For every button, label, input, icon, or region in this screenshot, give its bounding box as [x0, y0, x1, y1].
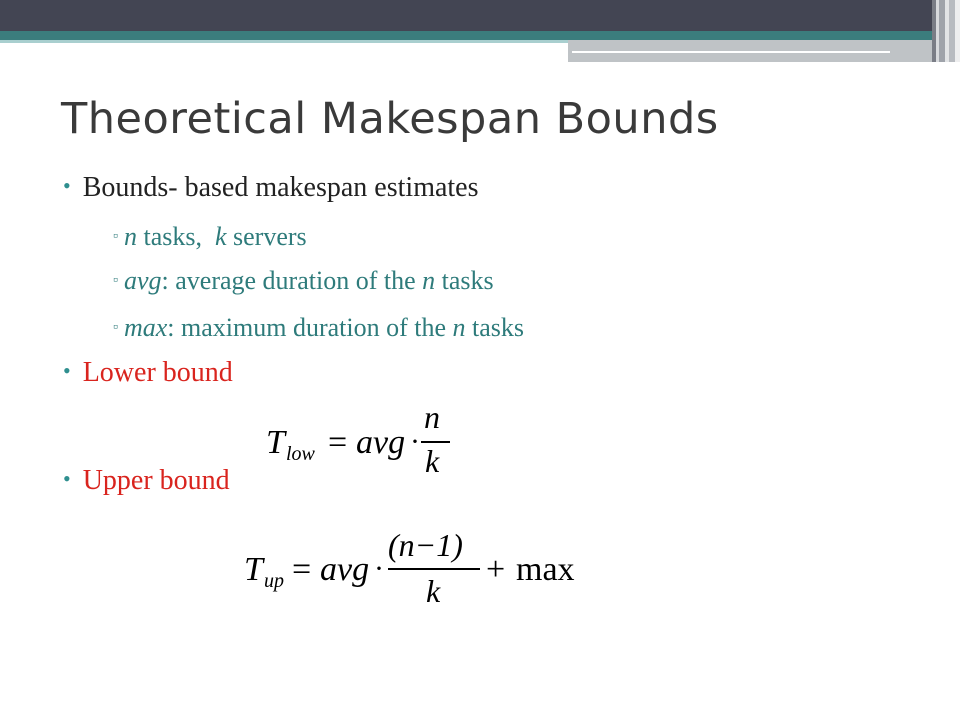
bullet-lower-bound	[63, 357, 233, 389]
header-edge-strip	[955, 0, 960, 62]
header-white-line	[572, 51, 890, 53]
bullet-text: Upper bound	[82, 465, 230, 496]
formula-avg: avg	[320, 551, 370, 588]
formula-subscript: up	[264, 570, 284, 592]
bullet-upper-bound	[63, 465, 230, 497]
slide-title: Theoretical Makespan Bounds	[61, 94, 719, 144]
formula-subscript: low	[286, 443, 315, 465]
subitem-avg	[113, 266, 494, 296]
bullet-text: Lower bound	[82, 357, 233, 388]
subitem-text: tasks	[465, 313, 525, 342]
formula-numerator: n	[424, 399, 440, 435]
subitem-text: servers	[226, 222, 307, 251]
subitem-text: tasks,	[136, 222, 215, 251]
square-bullet-icon: ▫	[113, 320, 118, 335]
bullet-estimates	[63, 172, 479, 204]
subitem-tasks-servers	[113, 222, 307, 252]
header-bar	[0, 0, 932, 31]
formula-denominator: k	[426, 573, 441, 608]
bullet-dot-icon: •	[63, 173, 71, 198]
bullet-dot-icon: •	[63, 466, 71, 491]
header-accent-bar	[0, 31, 932, 40]
subitem-text: tasks	[435, 266, 494, 295]
formula-dot: ·	[410, 425, 420, 458]
bullet-text: Bounds- based makespan estimates	[82, 172, 479, 203]
var-n: n	[123, 222, 137, 251]
formula-avg: avg	[356, 424, 406, 461]
formula-dot: ·	[374, 552, 384, 585]
var-avg: avg	[123, 266, 162, 295]
formula-equals: =	[292, 551, 312, 588]
square-bullet-icon: ▫	[113, 273, 118, 288]
formula-T: T	[244, 551, 263, 588]
formula-denominator: k	[425, 443, 440, 476]
formula-equals: =	[328, 424, 348, 461]
subitem-text: : average duration of the	[161, 266, 423, 295]
subitem-text: : maximum duration of the	[167, 313, 453, 342]
var-n: n	[422, 266, 436, 295]
lower-bound-formula	[262, 396, 452, 476]
formula-max: max	[516, 551, 575, 588]
bullet-dot-icon: •	[63, 358, 71, 383]
formula-T: T	[266, 424, 285, 461]
upper-bound-formula	[240, 528, 585, 608]
var-k: k	[214, 222, 227, 251]
formula-numerator: (n−1)	[388, 528, 463, 563]
square-bullet-icon: ▫	[113, 229, 118, 244]
var-n: n	[452, 313, 466, 342]
formula-plus: +	[486, 551, 506, 588]
header-accent-line	[0, 40, 568, 43]
subitem-max	[113, 313, 524, 343]
var-max: max	[123, 313, 168, 342]
